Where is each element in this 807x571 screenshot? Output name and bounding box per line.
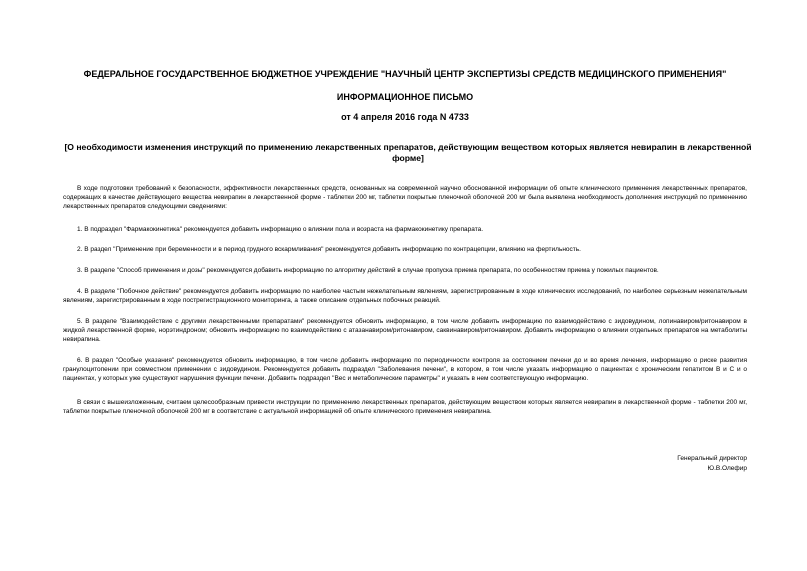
document-type: ИНФОРМАЦИОННОЕ ПИСЬМО: [336, 92, 474, 102]
document-page: [63, 0, 752, 571]
item-paragraph-2: 2. В раздел "Применение при беременности и в период грудного вскармливания" рекомендуется добавить информацию по контрацепции, влиянию на фертильность.: [77, 246, 581, 253]
signer-name: Ю.В.Олефир: [707, 465, 747, 472]
item-paragraph-3: 3. В разделе "Способ применения и дозы" рекомендуется добавить информацию по алгоритму действий в случае пропуска приема препарата, по особенностям приема у пожилых пациентов.: [77, 267, 659, 274]
item-paragraph-1: 1. В подраздел "Фармакокинетика" рекомендуется добавить информацию о влиянии пола и возраста на фармакокинетику препарата.: [77, 226, 484, 233]
item-paragraph-6: 6. В раздел "Особые указания" рекомендуется обновить информацию, в том числе добавить информацию по периодичности контроля за состоянием печени до и во время лечения, информацию о риске развития гранулоцитопении при совместном применении с зидовудином. Рекомендуется добавить подраздел "Заболевания печени", в котором, в том числе указать информацию о пациентах с хроническим гепатитом В и С и о пациентах, у которых уже существуют нарушения функции печени. Добавить подраздел "Вес и метаболические параметры" и указать в нем соответствующую информацию.: [63, 357, 747, 382]
organization-title: ФЕДЕРАЛЬНОЕ ГОСУДАРСТВЕННОЕ БЮДЖЕТНОЕ УЧРЕЖДЕНИЕ "НАУЧНЫЙ ЦЕНТР ЭКСПЕРТИЗЫ СРЕДСТВ МЕДИЦИНСКОГО ПРИМЕНЕНИЯ": [83, 69, 727, 79]
signer-position: Генеральный директор: [677, 455, 747, 462]
item-paragraph-4: 4. В разделе "Побочное действие" рекомендуется добавить информацию по наиболее частым нежелательным явлениям, зарегистрированным в ходе клинических исследований, по наиболее серьезным нежелательным явлениям, зарегистрированным в ходе пострегистрационного мониторинга, а также описание отдельных побочных реакций.: [63, 288, 747, 304]
intro-paragraph: В ходе подготовки требований к безопасности, эффективности лекарственных средств, основанных на современной научно обоснованной информации об опыте клинического применения лекарственных препаратов, содержащих в качестве действующего вещества невирапин в лекарственной форме - таблетки 200 мг, таблетки покрытые пленочной оболочкой 200 мг была выявлена необходимость дополнения инструкций по применению лекарственных препаратов следующими сведениями:: [63, 185, 747, 210]
document-subject: [О необходимости изменения инструкций по применению лекарственных препаратов, действующим веществом которых является невирапин в лекарственной форме]: [64, 142, 752, 163]
item-paragraph-5: 5. В разделе "Взаимодействие с другими лекарственными препаратами" рекомендуется обновить информацию, в том числе добавить информацию по взаимодействию с зидовудином, лопинавиром/ритонавиром в жидкой лекарственной форме, норэтиндроном; обновить информацию по взаимодействию с атазанавиром/ритонавиром, саквинавиром/ритонавиром. Добавить информацию о влиянии отдельных препаратов на метаболиты невирапина.: [63, 318, 747, 343]
document-date-number: от 4 апреля 2016 года N 4733: [341, 112, 469, 122]
conclusion-paragraph: В связи с вышеизложенным, считаем целесообразным привести инструкции по применению лекарственных препаратов, действующим веществом которых является невирапин в лекарственной форме - таблетки 200 мг, таблетки покрытые пленочной оболочкой 200 мг в соответствие с актуальной информацией об опыте клинического применения невирапина.: [63, 399, 747, 415]
